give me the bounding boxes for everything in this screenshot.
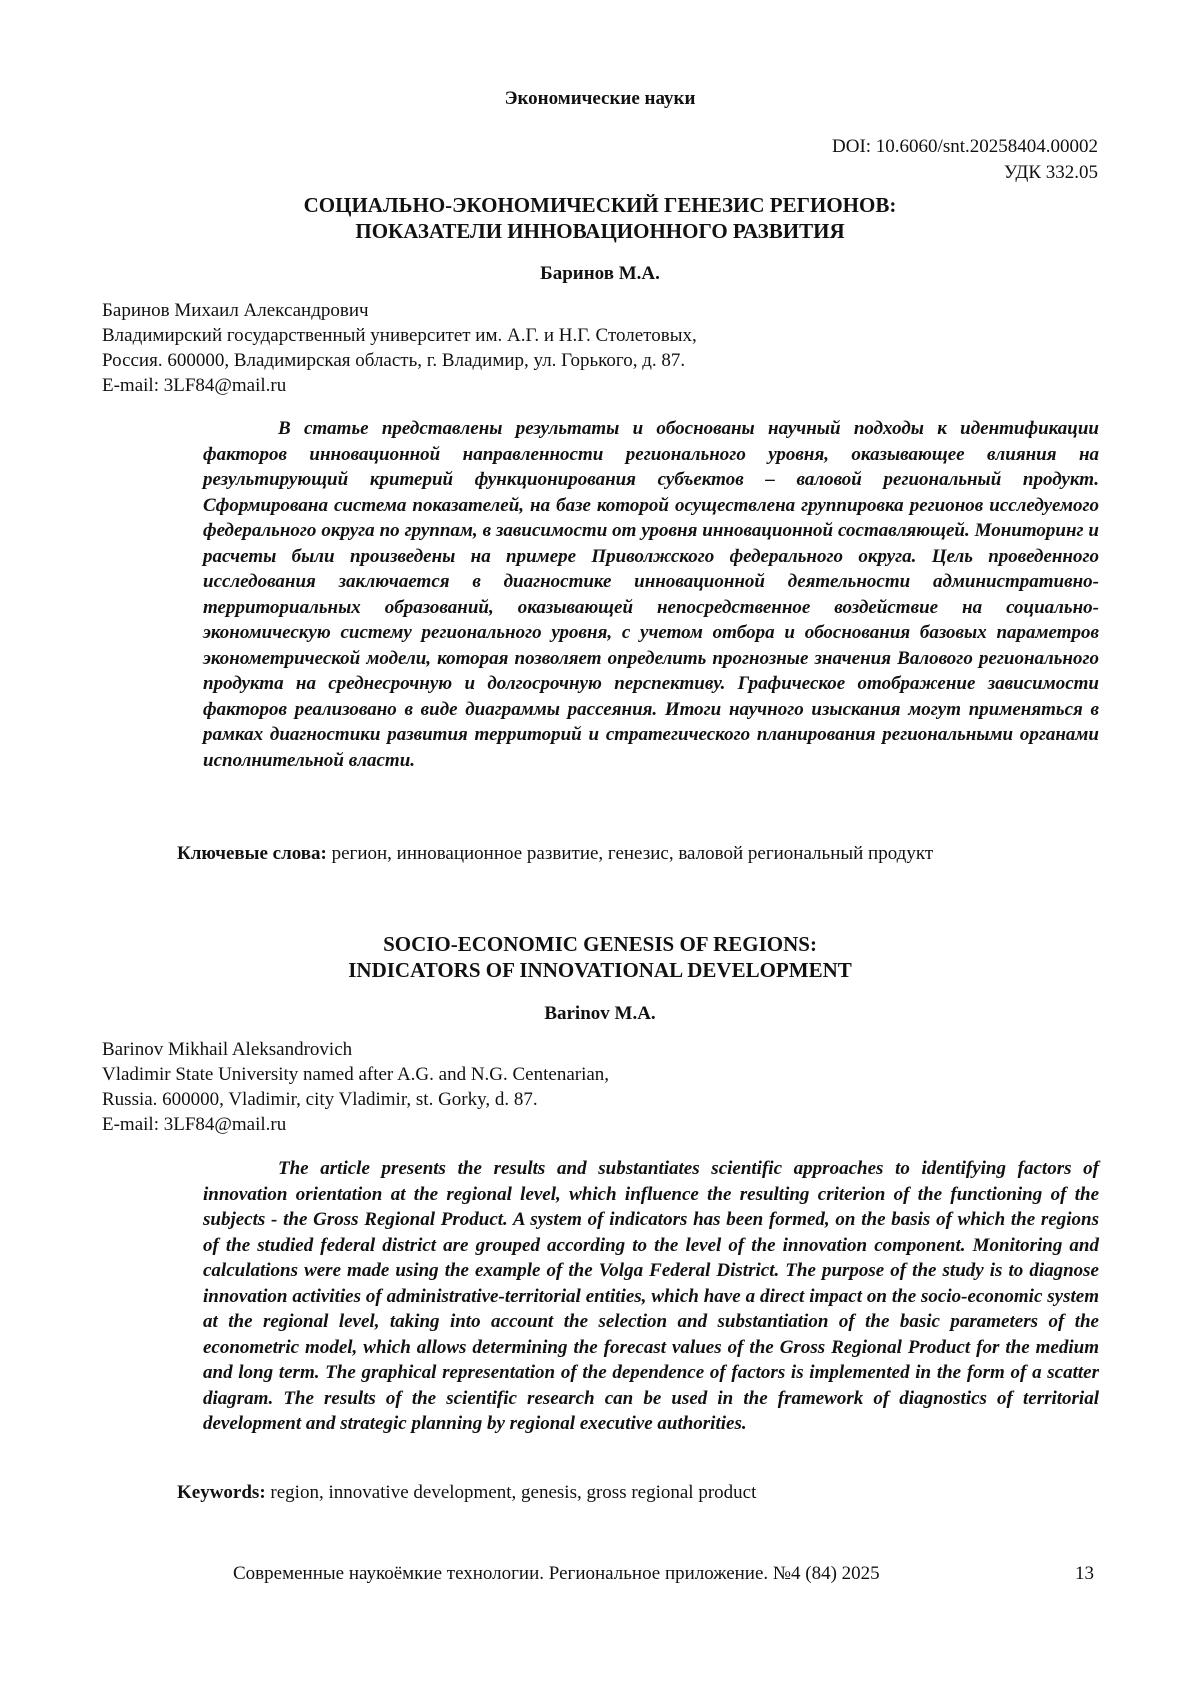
ru-author: Баринов М.А.	[540, 263, 660, 284]
en-title-line: SOCIO-ECONOMIC GENESIS OF REGIONS:	[383, 932, 817, 956]
ru-keywords	[177, 843, 933, 865]
en-keywords-list: region, innovative development, genesis, gross regional product	[265, 1482, 757, 1503]
ru-address: Россия. 600000, Владимирская область, г. Владимир, ул. Горького, д. 87.	[102, 350, 686, 371]
en-title-line: INDICATORS OF INNOVATIONAL DEVELOPMENT	[348, 958, 852, 982]
section-heading: Экономические науки	[504, 88, 696, 109]
ru-keywords-label: Ключевые слова:	[177, 843, 327, 864]
ru-title-line: СОЦИАЛЬНО-ЭКОНОМИЧЕСКИЙ ГЕНЕЗИС РЕГИОНОВ:	[303, 193, 897, 217]
journal-name: Современные наукоёмкие технологии. Региональное приложение. №4 (84) 2025	[233, 1563, 880, 1584]
doi-line: DOI: 10.6060/snt.20258404.00002	[832, 136, 1098, 157]
en-keywords-label: Keywords:	[177, 1482, 266, 1503]
en-email: E-mail: 3LF84@mail.ru	[102, 1114, 287, 1135]
en-university: Vladimir State University named after A.G. and N.G. Centenarian,	[102, 1064, 610, 1085]
en-address: Russia. 600000, Vladimir, city Vladimir, st. Gorky, d. 87.	[102, 1089, 538, 1110]
page-number: 13	[1075, 1563, 1094, 1584]
ru-author-fullname: Баринов Михаил Александрович	[102, 300, 369, 321]
en-author: Barinov M.A.	[544, 1003, 656, 1024]
ru-email: E-mail: 3LF84@mail.ru	[102, 375, 287, 396]
en-keywords	[177, 1482, 756, 1504]
ru-title	[0, 192, 1200, 244]
ru-title-line: ПОКАЗАТЕЛИ ИННОВАЦИОННОГО РАЗВИТИЯ	[355, 219, 845, 243]
ru-university: Владимирский государственный университет им. А.Г. и Н.Г. Столетовых,	[102, 325, 697, 346]
ru-affiliation	[102, 298, 697, 398]
ru-abstract: В статье представлены результаты и обоснованы научный подходы к идентификации факторов инновационной направленности регионального уровня, оказывающее влияния на результирующий критерий функционирования субъектов – валовой региональный продукт. Сформирована система показателей, на базе которой осуществлена группировка регионов исследуемого федерального округа по группам, в зависимости от уровня инновационной составляющей. Мониторинг и расчеты были произведены на примере Приволжского федерального округа. Цель проведенного исследования заключается в диагностике инновационной деятельности административно-территориальных образований, оказывающей непосредственное воздействие на социально-экономическую систему регионального уровня, с учетом отбора и обоснования базовых параметров эконометрической модели, которая позволяет определить прогнозные значения Валового регионального продукта на среднесрочную и долгосрочную перспективу. Графическое отображение зависимости факторов реализовано в виде диаграммы рассеяния. Итоги научного изыскания могут применяться в рамках диагностики развития территорий и стратегического планирования региональными органами исполнительной власти.	[203, 418, 1099, 771]
ru-keywords-list: регион, инновационное развитие, генезис, валовой региональный продукт	[326, 843, 934, 864]
en-affiliation	[102, 1037, 609, 1137]
en-abstract: The article presents the results and substantiates scientific approaches to identifying factors of innovation orientation at the regional level, which influence the resulting criterion of the functioning of the subjects - the Gross Regional Product. A system of indicators has been formed, on the basis of which the regions of the studied federal district are grouped according to the level of the innovation component. Monitoring and calculations were made using the example of the Volga Federal District. The purpose of the study is to diagnose innovation activities of administrative-territorial entities, which have a direct impact on the socio-economic system at the regional level, taking into account the selection and substantiation of the basic parameters of the econometric model, which allows determining the forecast values of the Gross Regional Product for the medium and long term. The graphical representation of the dependence of factors is implemented in the form of a scatter diagram. The results of the scientific research can be used in the framework of diagnostics of territorial development and strategic planning by regional executive authorities.	[203, 1158, 1099, 1434]
udk-line: УДК 332.05	[1003, 162, 1098, 183]
en-author-fullname: Barinov Mikhail Aleksandrovich	[102, 1039, 353, 1060]
en-title	[0, 931, 1200, 983]
